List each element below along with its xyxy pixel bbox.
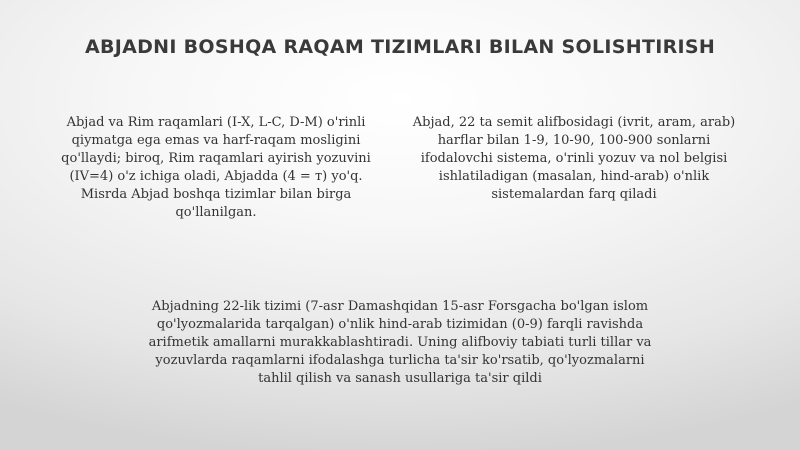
bottom-text-block: Abjadning 22-lik tizimi (7-asr Damashqidan 15-asr Forsgacha bo'lgan islom qo'lyozmalarida tarqalgan) o'nlik hind-arab tizimidan (0-9) farqli ravishda arifmetik amallarni murakkablashtiradi. Uning alifboviy tabiati turli tillar va yozuvlarda raqamlarni ifodalashga turlicha ta'sir ko'rsatib, qo'lyozmalarni tahlil qilish va sanash usullariga ta'sir qildi xyxy=(148,299,652,386)
slide-title: ABJADNI BOSHQA RAQAM TIZIMLARI BILAN SOLISHTIRISH xyxy=(84,36,716,58)
right-text-block: Abjad, 22 ta semit alifbosidagi (ivrit, aram, arab) harflar bilan 1-9, 10-90, 100-900 sonlarni ifodalovchi sistema, o'rinli yozuv va nol belgisi ishlatiladigan (masalan, hind-arab) o'nlik sistemalardan farq qiladi xyxy=(412,115,736,202)
left-text-block: Abjad va Rim raqamlari (I-X, L-C, D-M) o'rinli qiymatga ega emas va harf-raqam mosligini qo'llaydi; biroq, Rim raqamlari ayirish yozuvini (IV=4) o'z ichiga oladi, Abjadda (4 = т) yo'q. Misrda Abjad boshqa tizimlar bilan birga qo'llanilgan. xyxy=(61,115,371,220)
